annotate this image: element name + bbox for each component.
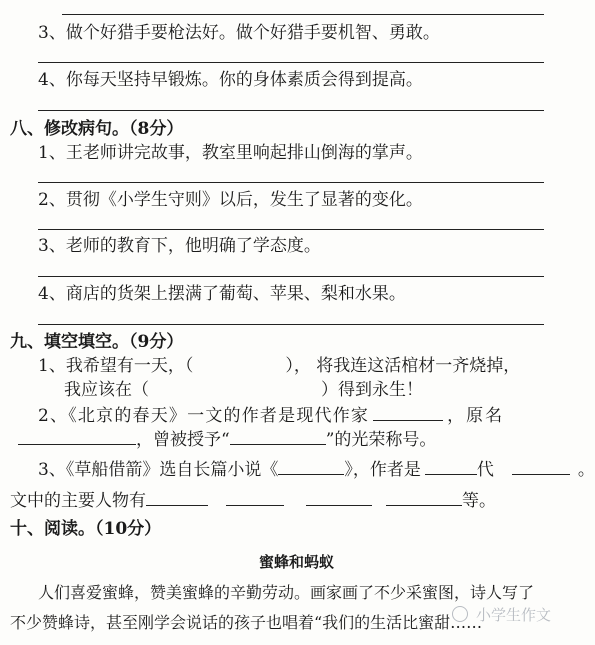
answer-blank[interactable] (386, 489, 462, 506)
question-text: 》，作者是 (344, 460, 421, 480)
question-text: ）得到永生！ (321, 380, 423, 400)
fill-blank-q3-line2 (10, 489, 496, 512)
question-item: 1、王老师讲完故事，教室里响起排山倒海的掌声。 (38, 143, 423, 163)
fill-blank-q2-line1 (38, 404, 504, 427)
question-text: 2、《北京的春天》一文的作者是现代作家 (38, 406, 370, 426)
question-text: 等。 (462, 491, 496, 511)
answer-blank[interactable] (18, 428, 136, 445)
answer-blank[interactable] (230, 428, 326, 445)
answer-blank[interactable] (146, 489, 208, 506)
question-item: 3、做个好猎手要枪法好。做个好猎手要机智、勇敢。 (38, 23, 440, 43)
watermark-text: 小学生作文 (476, 606, 552, 624)
section-heading: 八、修改病句。（8分） (10, 119, 184, 139)
question-text: ，曾被授予“ (136, 430, 230, 450)
answer-blank[interactable] (306, 489, 372, 506)
answer-blank[interactable] (425, 458, 477, 475)
answer-line (38, 182, 544, 183)
section-heading: 十、阅读。（10分） (10, 519, 162, 539)
question-text: ）， 将我连这活棺材一齐烧掉， (285, 356, 521, 376)
answer-line (38, 229, 544, 230)
answer-line (38, 276, 544, 277)
answer-line (38, 62, 544, 63)
question-item: 4、商店的货架上摆满了葡萄、苹果、梨和水果。 (38, 284, 406, 304)
question-text: 。 (577, 460, 595, 480)
question-text: ”的光荣称号。 (325, 430, 437, 450)
passage-paragraph-line: 不少赞蜂诗，甚至刚学会说话的孩子也唱着“我们的生活比蜜甜…… (10, 613, 483, 632)
answer-blank[interactable] (278, 458, 344, 475)
question-item: 2、贯彻《小学生守则》以后，发生了显著的变化。 (38, 190, 423, 210)
question-text: 我应该在（ (64, 380, 149, 400)
question-text: 3、《草船借箭》选自长篇小说《 (38, 460, 279, 480)
section-heading: 九、填空填空。（9分） (10, 332, 184, 352)
answer-blank[interactable] (226, 489, 284, 506)
answer-blank[interactable] (512, 458, 570, 475)
answer-line (38, 110, 544, 111)
passage-paragraph-line: 人们喜爱蜜蜂，赞美蜜蜂的辛勤劳动。画家画了不少采蜜图，诗人写了 (38, 583, 535, 602)
fill-blank-q1-line2 (64, 379, 423, 401)
fill-blank-q2-line2 (18, 428, 436, 451)
answer-line (62, 14, 544, 15)
answer-blank[interactable] (373, 404, 443, 421)
passage-title: 蜜蜂和蚂蚁 (258, 553, 334, 571)
question-item: 4、你每天坚持早锻炼。你的身体素质会得到提高。 (38, 70, 423, 90)
question-text: ，原名 (447, 406, 505, 426)
wechat-icon (452, 606, 468, 622)
question-text: 文中的主要人物有 (10, 491, 146, 511)
fill-blank-q1-line1 (38, 355, 520, 377)
question-text: 代 (476, 460, 494, 480)
answer-line (38, 324, 544, 325)
question-item: 3、老师的教育下，他明确了学态度。 (38, 236, 321, 256)
fill-blank-q3-line1 (38, 458, 595, 481)
question-text: 1、我希望有一天，（ (38, 356, 194, 376)
